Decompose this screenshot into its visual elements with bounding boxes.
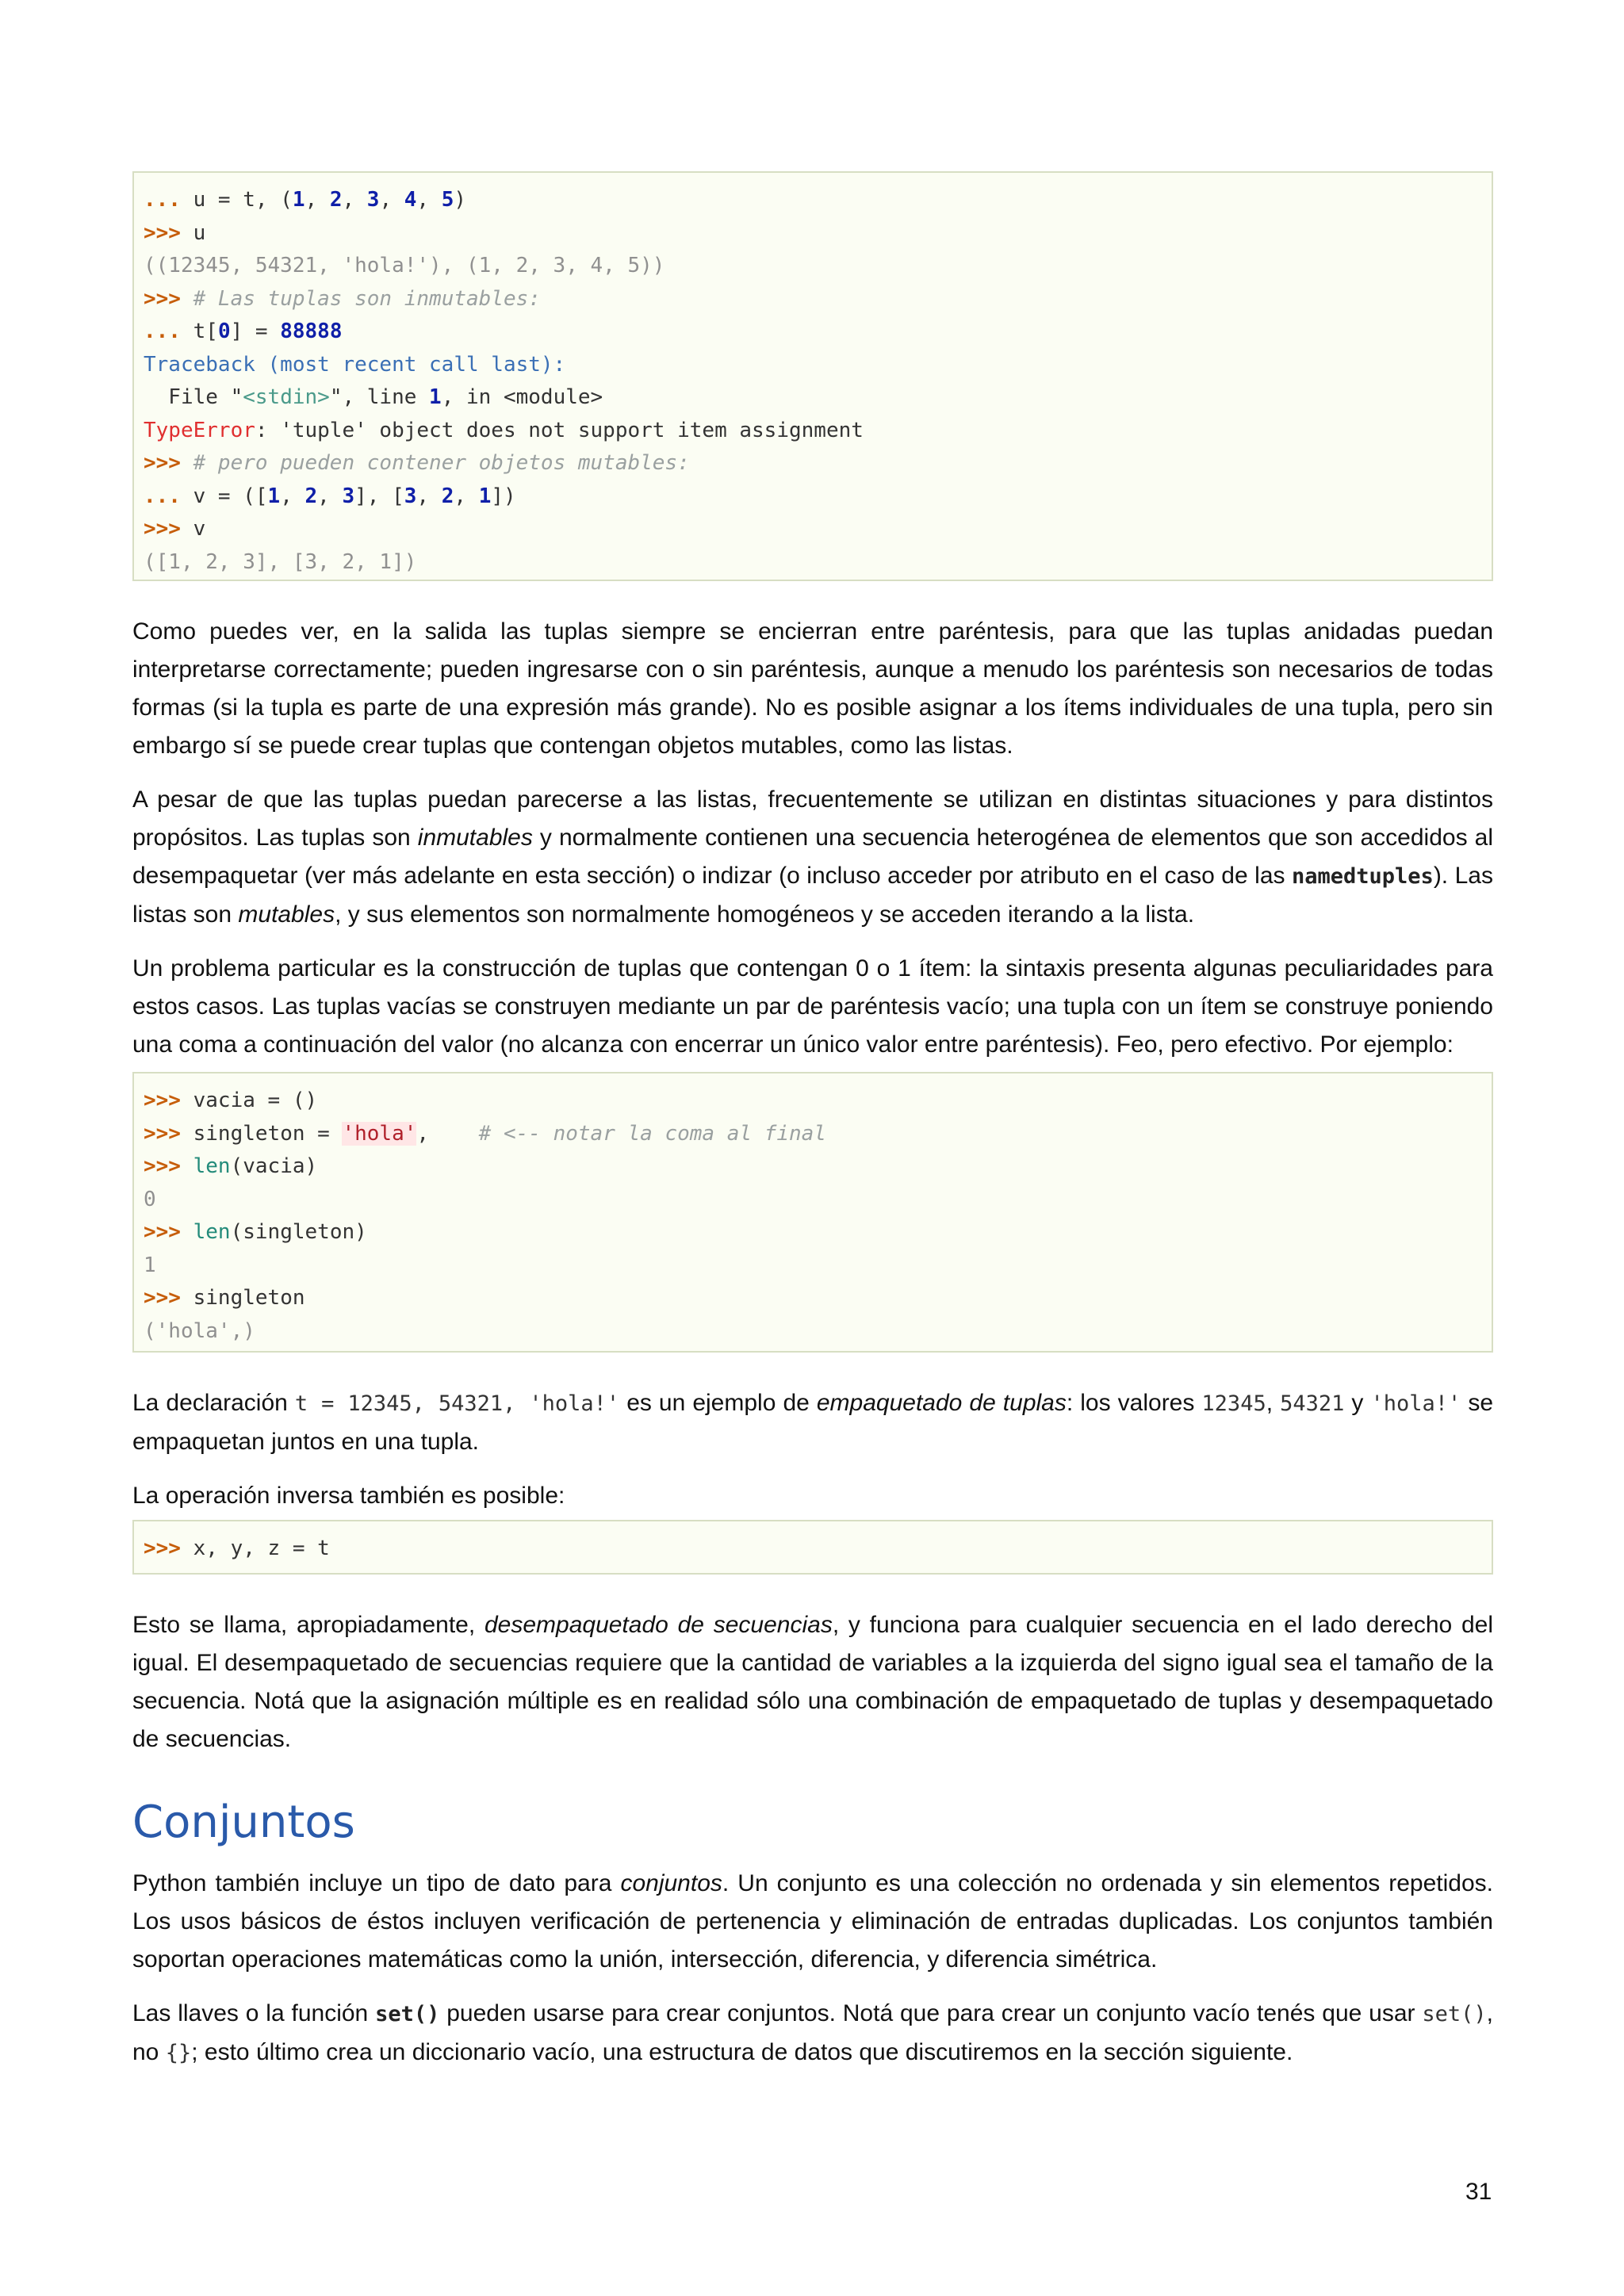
code-token: >>>: [144, 1286, 193, 1310]
inline-code: 54321: [1280, 1391, 1345, 1416]
code-token: 0: [217, 320, 231, 343]
code-token: >>>: [144, 220, 193, 245]
code-token: ,: [416, 188, 442, 212]
code-token: ] =: [230, 320, 281, 343]
text-run: La operación inversa también es posible:: [132, 1483, 565, 1509]
text-run: es un ejemplo de: [619, 1390, 817, 1416]
code-token: 0: [144, 1187, 156, 1211]
section-title-conjuntos: Conjuntos: [132, 1797, 355, 1848]
code-line: [144, 184, 1482, 217]
code-token: 'hola': [342, 1121, 417, 1146]
code-line: [144, 1533, 1482, 1566]
code-token: # Las tuplas son inmutables:: [193, 286, 541, 311]
code-token: 3: [366, 188, 380, 212]
code-token: 2: [441, 484, 454, 508]
code-line: [144, 1150, 1482, 1184]
code-token: 1: [267, 484, 281, 508]
paragraph-tuples-vs-lists: [132, 781, 1493, 934]
code-token: Traceback (most recent call last):: [144, 352, 566, 377]
text-run: ; esto último crea un diccionario vacío, una estructura de datos que discutiremos en la sección siguiente.: [191, 2039, 1293, 2065]
code-token: >>>: [144, 1536, 193, 1560]
text-run: Un problema particular es la construcción de tuplas que contengan 0 o 1 ítem: la sintaxis presenta algunas peculiaridades para estos casos. Las tuplas vacías se construyen mediante un par de paréntesis vacío; una tupla con un ítem se construye poniendo una coma a continuación del valor (no alcanza con encerrar un único valor entre paréntesis). Feo, pero efectivo. Por ejemplo:: [132, 955, 1493, 1058]
code-token: 5: [441, 188, 454, 212]
code-line: [144, 217, 1482, 251]
paragraph-sequence-unpacking: [132, 1606, 1493, 1758]
paragraph-tuple-packing: [132, 1384, 1493, 1461]
code-token: >>>: [144, 451, 193, 475]
text-run: , y sus elementos son normalmente homogéneos y se acceden iterando a la lista.: [335, 901, 1195, 928]
text-run: y normalmente contienen una secuencia heterogénea de elementos que son accedidos al desempaquetar (ver más adelante en esta sección) o indizar (o incluso acceder por atributo en el caso de las: [132, 825, 1493, 889]
code-token: ,: [454, 484, 479, 508]
text-run: A pesar de que las tuplas puedan parecerse a las listas, frecuentemente se utilizan en distintas situaciones y para distintos propósitos. Las tuplas son: [132, 786, 1493, 851]
code-token: (singleton): [230, 1220, 367, 1244]
code-token: ,: [379, 188, 404, 212]
code-line: [144, 447, 1482, 480]
code-line: [144, 1282, 1482, 1315]
code-line: [144, 283, 1482, 316]
code-block-tuples: [132, 171, 1493, 581]
text-run: pueden usarse para crear conjuntos. Notá que para crear un conjunto vacío tenés que usar: [439, 2000, 1423, 2026]
code-token: ,: [317, 484, 343, 508]
text-run: , no: [132, 2000, 1494, 2065]
code-token: # <-- notar la coma al final: [478, 1121, 826, 1146]
code-token: u: [193, 220, 206, 245]
text-run: Python también incluye un tipo de dato para: [132, 1870, 621, 1896]
code-token: ((12345, 54321, 'hola!'), (1, 2, 3, 4, 5)): [144, 254, 665, 277]
paragraph-empty-singleton: [132, 950, 1493, 1064]
code-token: ): [454, 188, 467, 212]
code-token: t[: [193, 320, 218, 343]
text-run: La declaración: [132, 1390, 295, 1416]
code-token: : 'tuple' object does not support item assignment: [255, 418, 864, 442]
code-token: <stdin>: [243, 385, 330, 409]
code-token: 1: [478, 484, 492, 508]
page-content: [132, 171, 1493, 2072]
code-token: , in <module>: [441, 385, 603, 409]
code-token: vacia = (): [193, 1089, 318, 1112]
code-line: [144, 513, 1482, 546]
code-token: u = t, (: [193, 188, 293, 212]
code-token: 2: [329, 188, 343, 212]
code-block-singleton: [132, 1072, 1493, 1353]
code-token: >>>: [144, 1089, 193, 1112]
code-token: 4: [404, 188, 417, 212]
inline-code: {}: [165, 2041, 192, 2065]
paragraph-inverse-operation: [132, 1477, 1493, 1515]
code-token: x, y, z = t: [193, 1536, 330, 1560]
page-number: 31: [1465, 2179, 1492, 2205]
code-token: File ": [144, 385, 243, 409]
code-token: >>>: [144, 517, 193, 541]
code-token: >>>: [144, 1154, 193, 1178]
text-run: se empaquetan juntos en una tupla.: [132, 1390, 1494, 1455]
code-line: [144, 1315, 1482, 1349]
code-token: 3: [404, 484, 417, 508]
code-token: ...: [144, 484, 193, 508]
code-token: ", line: [329, 385, 430, 409]
code-token: 3: [342, 484, 355, 508]
text-run: : los valores: [1066, 1390, 1202, 1416]
emphasis-text: empaquetado de tuplas: [816, 1390, 1067, 1416]
text-run: ). Las listas son: [132, 863, 1493, 928]
code-line: [144, 250, 1482, 283]
inline-code-bold: set(): [375, 2002, 440, 2026]
code-token: 1: [144, 1253, 156, 1277]
code-line: [144, 1118, 1482, 1151]
text-run: , y funciona para cualquier secuencia en el lado derecho del igual. El desempaquetado de secuencias requiere que la cantidad de variables a la izquierda del signo igual sea el tamaño de la secuencia. Notá que la asignación múltiple es en realidad sólo una combinación de empaquetado de tuplas y desempaquetado de secuencias.: [132, 1612, 1493, 1752]
emphasis-text: desempaquetado de secuencias: [484, 1612, 833, 1638]
code-line: [144, 316, 1482, 349]
text-run: ,: [1266, 1390, 1281, 1416]
emphasis-text: mutables: [238, 901, 335, 928]
code-block-unpacking: [132, 1520, 1493, 1575]
text-run: y: [1344, 1390, 1371, 1416]
emphasis-text: conjuntos: [620, 1870, 722, 1896]
code-token: ...: [144, 188, 193, 212]
code-token: ,: [280, 484, 305, 508]
code-token: ,: [416, 1121, 479, 1146]
code-line: [144, 381, 1482, 415]
inline-code: 12345: [1201, 1391, 1266, 1416]
code-token: # pero pueden contener objetos mutables:: [193, 451, 690, 475]
code-token: ], [: [354, 484, 404, 508]
code-token: ('hola',): [144, 1318, 255, 1343]
code-token: 88888: [280, 320, 343, 343]
code-token: singleton: [193, 1286, 305, 1310]
code-line: [144, 1085, 1482, 1118]
code-token: ,: [342, 188, 367, 212]
code-token: >>>: [144, 1121, 193, 1146]
code-token: ([1, 2, 3], [3, 2, 1]): [144, 549, 417, 574]
code-line: [144, 1184, 1482, 1217]
code-token: ...: [144, 320, 193, 343]
code-token: 1: [292, 188, 305, 212]
code-token: ]): [491, 484, 516, 508]
code-token: singleton =: [193, 1121, 343, 1146]
code-line: [144, 546, 1482, 580]
emphasis-text: inmutables: [417, 825, 533, 851]
code-token: ,: [416, 484, 442, 508]
code-token: len: [193, 1154, 231, 1178]
paragraph-sets-intro: [132, 1865, 1493, 1979]
text-run: Esto se llama, apropiadamente,: [132, 1612, 485, 1638]
paragraph-set-creation: [132, 1995, 1493, 2072]
code-token: v = ([: [193, 484, 268, 508]
inline-code-bold: namedtuples: [1292, 864, 1434, 889]
code-token: >>>: [144, 286, 193, 311]
code-token: v: [193, 517, 206, 541]
code-line: [144, 349, 1482, 382]
code-line: [144, 1216, 1482, 1249]
code-token: >>>: [144, 1220, 193, 1244]
code-token: TypeError: [144, 418, 255, 442]
code-token: ,: [304, 188, 330, 212]
code-token: len: [193, 1220, 231, 1244]
text-run: . Un conjunto es una colección no ordenada y sin elementos repetidos. Los usos básicos de éstos incluyen verificación de pertenencia y eliminación de entradas duplicadas. Los conjuntos también soportan operaciones matemáticas como la unión, intersección, diferencia, y diferencia simétrica.: [132, 1870, 1494, 1973]
code-line: [144, 480, 1482, 514]
inline-code: 'hola!': [1370, 1391, 1461, 1416]
paragraph-tuple-output: [132, 613, 1493, 765]
code-token: 1: [429, 385, 442, 409]
inline-code: t = 12345, 54321, 'hola!': [294, 1391, 620, 1416]
code-line: [144, 1249, 1482, 1283]
text-run: Las llaves o la función: [132, 2000, 376, 2026]
code-line: [144, 415, 1482, 448]
code-token: 2: [304, 484, 318, 508]
text-run: Como puedes ver, en la salida las tuplas siempre se encierran entre paréntesis, para que las tuplas anidadas puedan interpretarse correctamente; pueden ingresarse con o sin paréntesis, aunque a menudo los paréntesis son necesarios de todas formas (si la tupla es parte de una expresión más grande). No es posible asignar a los ítems individuales de una tupla, pero sin embargo sí se puede crear tuplas que contengan objetos mutables, como las listas.: [132, 618, 1493, 759]
code-token: (vacia): [230, 1154, 318, 1178]
inline-code: set(): [1422, 2002, 1487, 2026]
